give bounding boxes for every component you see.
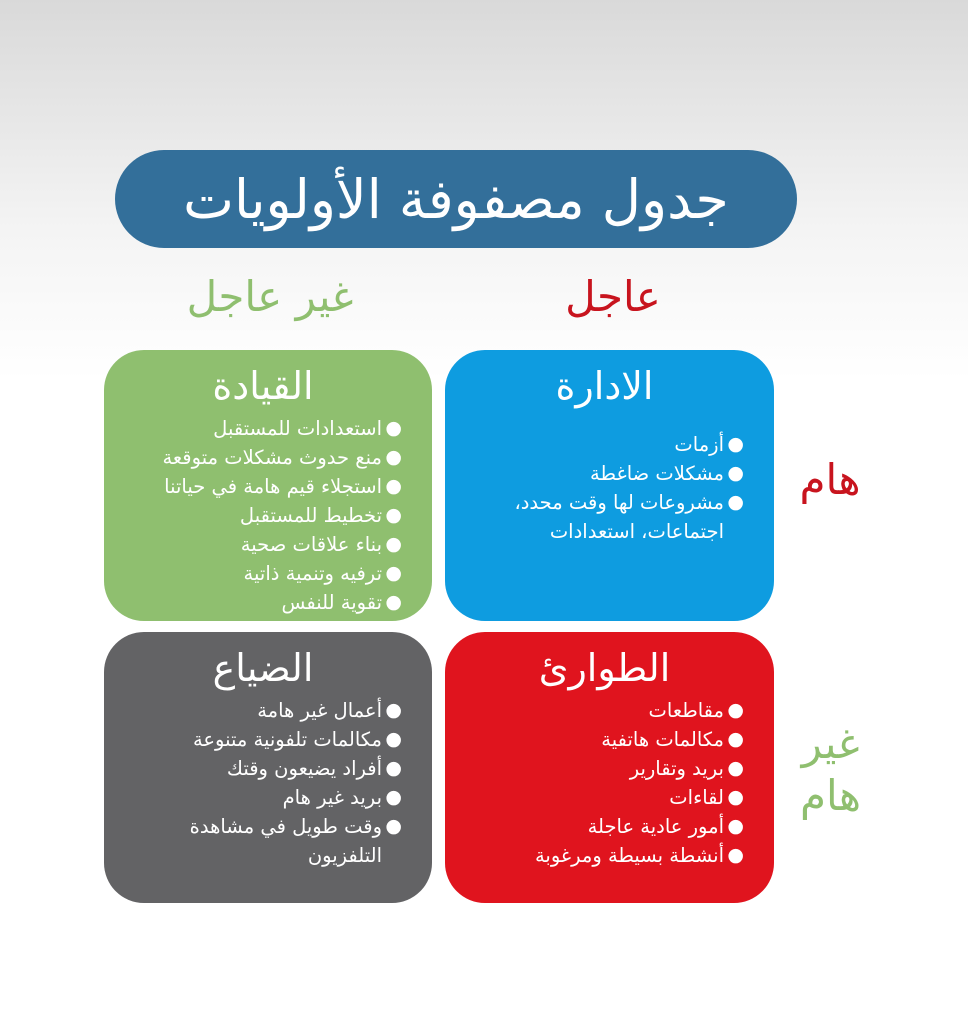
list-item: ● أعمال غير هامة	[124, 696, 402, 725]
list-item: ● أفراد يضيعون وقتك	[124, 754, 402, 783]
list-item: ● أزمات	[465, 430, 744, 459]
quadrant-waste	[104, 632, 432, 903]
page-title: جدول مصفوفة الأولويات	[115, 150, 797, 248]
list-item: ● بناء علاقات صحية	[124, 530, 402, 559]
bullet-icon: ●	[385, 533, 402, 555]
row-label-important: هام	[799, 455, 861, 504]
bullet-icon: ●	[727, 786, 744, 808]
list-item: ● مشروعات لها وقت محدد، اجتماعات، استعدادات	[465, 488, 744, 546]
list-item: ● استعدادات للمستقبل	[124, 414, 402, 443]
list-item: ● منع حدوث مشكلات متوقعة	[124, 443, 402, 472]
list-item: ● استجلاء قيم هامة في حياتنا	[124, 472, 402, 501]
bullet-icon: ●	[727, 462, 744, 484]
quadrant-title: الضياع	[212, 646, 314, 690]
bullet-icon: ●	[385, 815, 402, 837]
bullet-icon: ●	[727, 491, 744, 513]
list-item: ● بريد وتقارير	[465, 754, 744, 783]
bullet-icon: ●	[385, 699, 402, 721]
list-item: ● مقاطعات	[465, 696, 744, 725]
quadrant-emergencies	[445, 632, 774, 903]
quadrant-title: الطوارئ	[538, 646, 671, 690]
bullet-icon: ●	[385, 446, 402, 468]
list-item: ● مكالمات تلفونية متنوعة	[124, 725, 402, 754]
bullet-icon: ●	[385, 591, 402, 613]
bullet-icon: ●	[385, 786, 402, 808]
list-item: ● مشكلات ضاغطة	[465, 459, 744, 488]
list-item: ● تخطيط للمستقبل	[124, 501, 402, 530]
list-item: ● لقاءات	[465, 783, 744, 812]
bullet-icon: ●	[727, 699, 744, 721]
bullet-icon: ●	[385, 504, 402, 526]
bullet-icon: ●	[727, 757, 744, 779]
quadrant-admin	[445, 350, 774, 621]
list-item: ● تقوية للنفس	[124, 588, 402, 617]
bullet-icon: ●	[385, 728, 402, 750]
item-list	[465, 430, 744, 546]
bullet-icon: ●	[385, 757, 402, 779]
bullet-icon: ●	[727, 728, 744, 750]
list-item: ● بريد غير هام	[124, 783, 402, 812]
column-label-urgent: عاجل	[565, 272, 661, 321]
bullet-icon: ●	[727, 433, 744, 455]
item-list	[124, 696, 402, 870]
list-item: ● أنشطة بسيطة ومرغوبة	[465, 841, 744, 870]
list-item: ● أمور عادية عاجلة	[465, 812, 744, 841]
bullet-icon: ●	[385, 475, 402, 497]
quadrant-title: الادارة	[555, 364, 654, 408]
list-item: ● مكالمات هاتفية	[465, 725, 744, 754]
column-label-not-urgent: غير عاجل	[186, 272, 354, 321]
item-list	[465, 696, 744, 870]
bullet-icon: ●	[385, 562, 402, 584]
list-item: ● ترفيه وتنمية ذاتية	[124, 559, 402, 588]
bullet-icon: ●	[385, 417, 402, 439]
quadrant-title: القيادة	[212, 364, 314, 408]
bullet-icon: ●	[727, 815, 744, 837]
row-label-not-important: غير هام	[800, 719, 861, 820]
quadrant-leadership	[104, 350, 432, 621]
list-item: ● وقت طويل في مشاهدة التلفزيون	[124, 812, 402, 870]
bullet-icon: ●	[727, 844, 744, 866]
item-list	[124, 414, 402, 617]
